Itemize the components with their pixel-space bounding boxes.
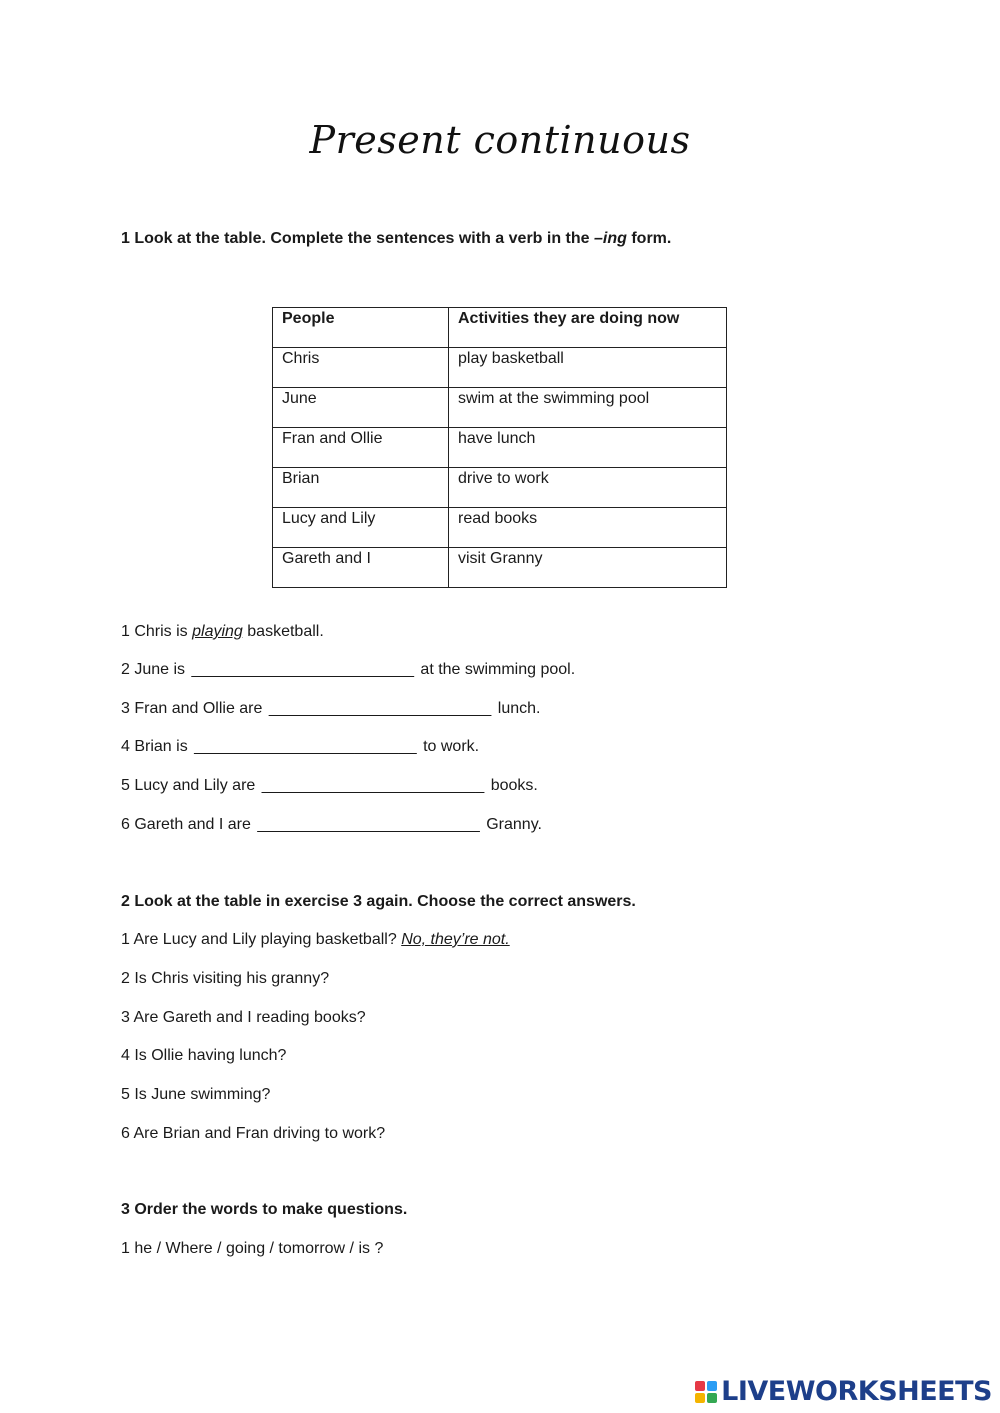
table-row [273,508,727,548]
item-prefix: 3 Fran and Ollie are [121,700,263,717]
example-answer: No, they’re not. [401,931,510,948]
example-suffix: basketball. [242,623,324,640]
exercise-1-item-6 [121,816,542,834]
example-question: 1 Are Lucy and Lily playing basketball? [121,931,402,948]
exercise-2-item-4[interactable]: 4 Is Ollie having lunch? [121,1047,287,1064]
table-cell-person: Lucy and Lily [273,508,449,548]
exercise-1-item-3 [121,700,540,718]
item-prefix: 4 Brian is [121,738,188,755]
exercise-3-heading: 3 Order the words to make questions. [121,1201,408,1218]
table-header-people: People [273,308,449,348]
table-cell-person: Chris [273,348,449,388]
exercise-2-item-6[interactable]: 6 Are Brian and Fran driving to work? [121,1125,386,1142]
table-cell-activity: have lunch [449,428,727,468]
item-prefix: 2 June is [121,661,186,678]
exercise-1-item-4 [121,738,479,756]
exercise-1-heading-emphasis: –ing [594,230,627,247]
table-cell-person: Brian [273,468,449,508]
table-cell-activity: drive to work [449,468,727,508]
exercise-2-heading: 2 Look at the table in exercise 3 again. Choose the correct answers. [121,893,636,910]
table-cell-person: Fran and Ollie [273,428,449,468]
table-cell-person: Gareth and I [273,548,449,588]
logo-square [707,1393,717,1403]
table-cell-activity: play basketball [449,348,727,388]
example-prefix: 1 Chris is [121,623,193,640]
table-row [273,348,727,388]
logo-square [695,1393,705,1403]
table-cell-activity: read books [449,508,727,548]
table-cell-person: June [273,388,449,428]
exercise-2-example [121,931,510,949]
logo-text: LIVEWORKSHEETS [721,1376,992,1407]
exercise-3-item-1: 1 he / Where / going / tomorrow / is ? [121,1240,384,1257]
logo-square [695,1381,705,1391]
item-suffix: to work. [423,738,480,755]
table-row [273,468,727,508]
table-header-row [273,308,727,348]
item-suffix: Granny. [486,816,542,833]
item-suffix: at the swimming pool. [420,661,576,678]
exercise-1-heading [121,230,671,248]
answer-blank[interactable]: _________________________ [191,661,414,678]
page-title: Present continuous [309,118,691,162]
answer-blank[interactable]: _________________________ [257,816,480,833]
table-header-activities: Activities they are doing now [449,308,727,348]
item-prefix: 6 Gareth and I are [121,816,251,833]
table-cell-activity: visit Granny [449,548,727,588]
answer-blank[interactable]: _________________________ [261,777,485,794]
exercise-2-item-5[interactable]: 5 Is June swimming? [121,1086,271,1103]
exercise-1-heading-suffix: form. [626,230,672,247]
answer-blank[interactable]: _________________________ [194,738,417,755]
table-row [273,428,727,468]
exercise-2-item-3[interactable]: 3 Are Gareth and I reading books? [121,1009,366,1026]
table-row [273,548,727,588]
exercise-1-heading-prefix: 1 Look at the table. Complete the sentences with a verb in the [121,230,594,247]
example-answer: playing [192,623,243,640]
activities-table [272,307,727,588]
item-suffix: books. [490,777,538,794]
exercise-1-item-5 [121,777,538,795]
answer-blank[interactable]: _________________________ [268,700,492,717]
table-row [273,388,727,428]
liveworksheets-logo[interactable] [695,1376,992,1407]
logo-square [707,1381,717,1391]
item-prefix: 5 Lucy and Lily are [121,777,256,794]
exercise-1-item-2 [121,661,575,679]
exercise-1-example [121,623,324,641]
logo-squares-icon [695,1381,717,1403]
table-cell-activity: swim at the swimming pool [449,388,727,428]
exercise-2-item-2[interactable]: 2 Is Chris visiting his granny? [121,970,330,987]
item-suffix: lunch. [497,700,541,717]
